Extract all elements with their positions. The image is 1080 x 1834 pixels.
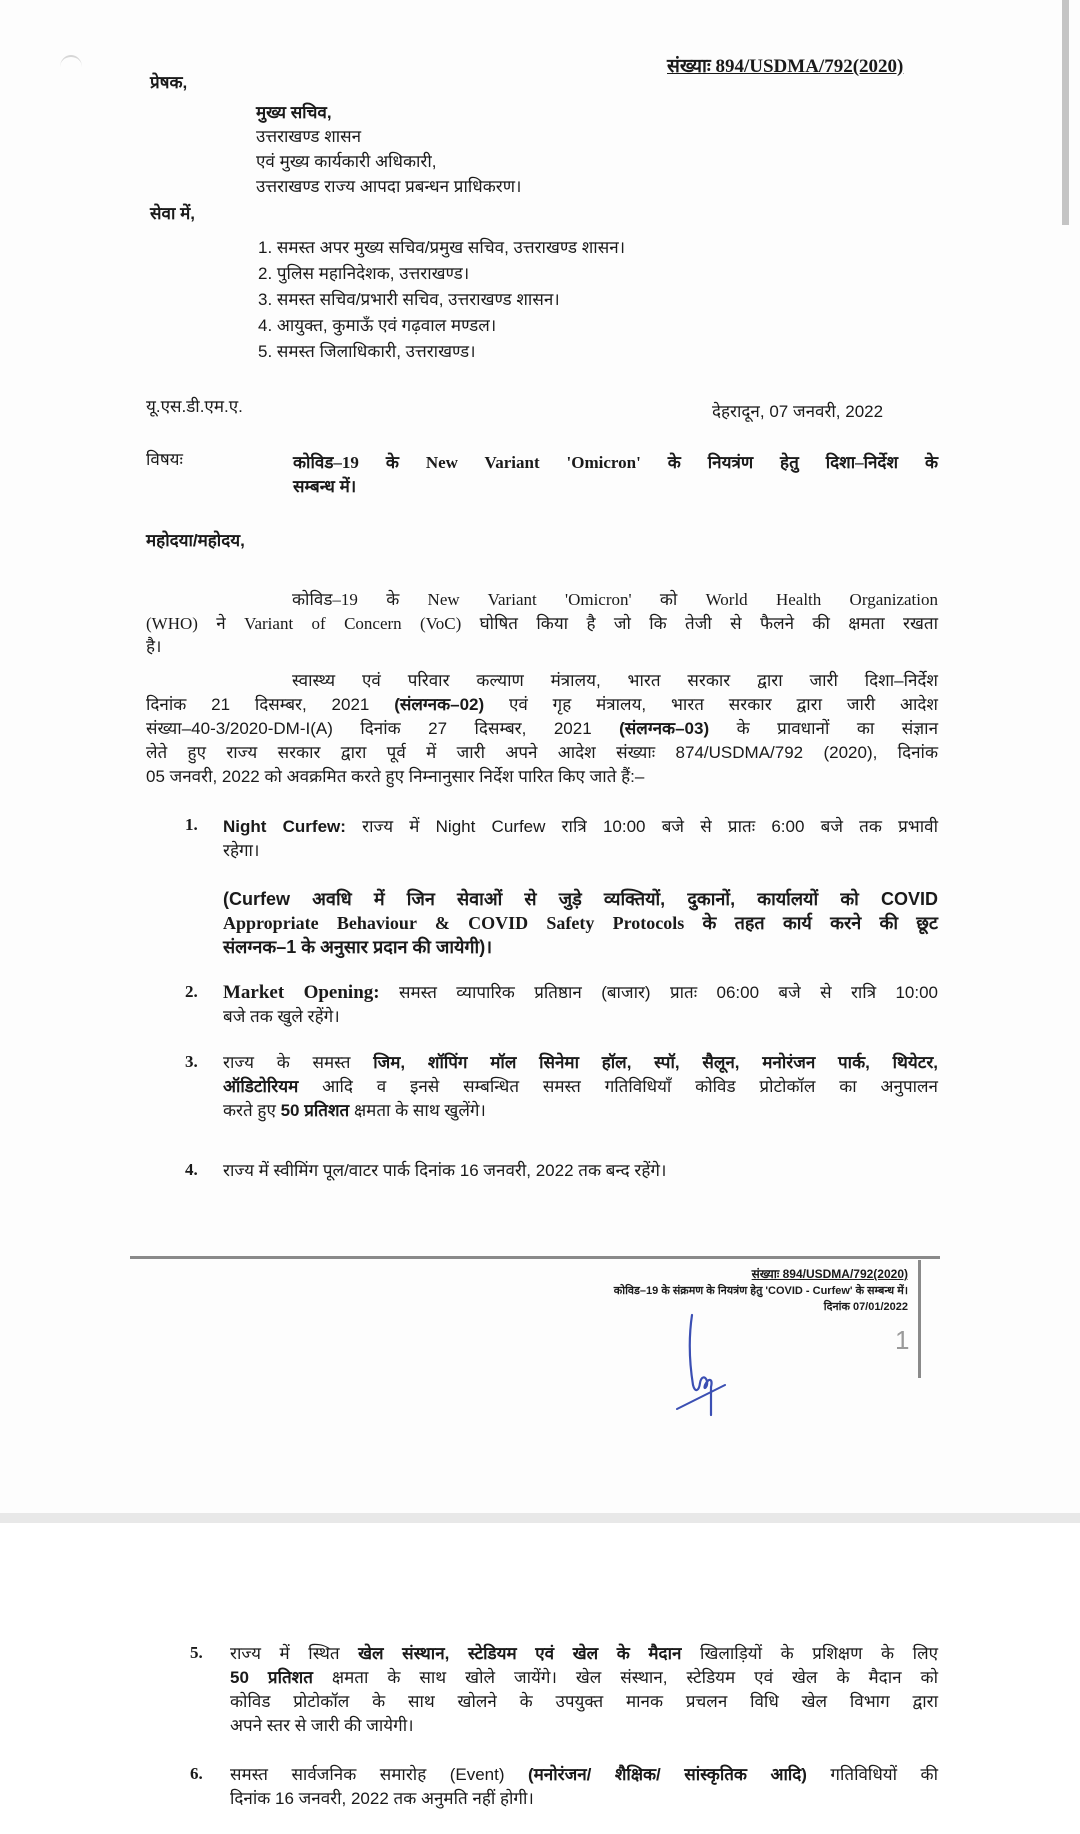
item-note-text: (Curfew अवधि में जिन सेवाओं से जुड़े व्यक्तियों, दुकानों, कार्यालयों को COVID: [223, 889, 938, 909]
item-note-line: [223, 912, 938, 934]
item-bold-text: ऑडिटोरियम: [223, 1077, 299, 1096]
item-text: गतिविधियों की: [830, 1765, 938, 1784]
item-line: [223, 1100, 486, 1122]
recipient-item: 1. समस्त अपर मुख्य सचिव/प्रमुख सचिव, उत्तराखण्ड शासन।: [258, 238, 626, 257]
item-line: [230, 1691, 938, 1713]
document-number: संख्याः 894/USDMA/792(2020): [667, 56, 904, 77]
item-number: 6.: [190, 1764, 203, 1783]
annexure-ref: (संलग्नक–02): [394, 695, 485, 714]
item-text: राज्य के समस्त: [223, 1053, 351, 1072]
para2-text: संख्या–40-3/2020-DM-I(A) दिनांक 27 दिसम्बर, 2021: [146, 719, 592, 738]
page-number: 1: [895, 1325, 910, 1355]
item-text: राज्य में स्थित: [230, 1644, 340, 1663]
recipient-label: सेवा में,: [150, 204, 195, 223]
item-line: दिनांक 16 जनवरी, 2022 तक अनुमति नहीं होगी।: [230, 1789, 534, 1808]
item-text: क्षमता के साथ खुलेंगे।: [353, 1101, 486, 1120]
item-bold-text: (मनोरंजन/ शैक्षिक/ सांस्कृतिक आदि): [527, 1765, 807, 1784]
item-note-text: Appropriate Behaviour & COVID Safety Protocols के तहत कार्य करने की छूट: [223, 913, 938, 933]
hole-punch-mark: [60, 55, 82, 79]
item-line: राज्य में स्वीमिंग पूल/वाटर पार्क दिनांक 16 जनवरी, 2022 तक बन्द रहेंगे।: [223, 1161, 667, 1180]
item-number: 3.: [185, 1052, 198, 1071]
sender-line: उत्तराखण्ड शासन: [256, 127, 362, 146]
place-date: देहरादून, 07 जनवरी, 2022: [712, 402, 884, 421]
footer-subject: कोविड–19 के संक्रमण के नियत्रंण हेतु 'COVID - Curfew' के सम्बन्ध में।: [613, 1285, 908, 1297]
item-label: Market Opening:: [223, 982, 380, 1003]
item-text: कोविड प्रोटोकॉल के साथ खोलने के उपयुक्त मानक प्रचलन विधि खेल विभाग द्वारा: [230, 1692, 938, 1711]
subject-line: [293, 452, 938, 474]
para2-text: लेते हुए राज्य सरकार द्वारा पूर्व में जारी अपने आदेश संख्याः 874/USDMA/792 (2020), दिनांक: [146, 743, 938, 762]
item-line: [223, 982, 938, 1004]
item-label: Night Curfew:: [223, 817, 346, 836]
annexure-ref: (संलग्नक–03): [619, 719, 710, 738]
signature-image: [665, 1305, 745, 1420]
recipient-item: 2. पुलिस महानिदेशक, उत्तराखण्ड।: [258, 264, 470, 283]
sender-line: मुख्य सचिव,: [256, 103, 332, 122]
sender-line: एवं मुख्य कार्यकारी अधिकारी,: [256, 152, 437, 171]
item-bold-text: 50 प्रतिशत: [280, 1101, 350, 1120]
item-text: समस्त सार्वजनिक समारोह (Event): [230, 1765, 505, 1784]
paragraph-line: 05 जनवरी, 2022 को अवक्रमित करते हुए निम्नानुसार निर्देश पारित किए जाते हैं:–: [146, 767, 645, 786]
item-number: 2.: [185, 982, 198, 1001]
item-line: अपने स्तर से जारी की जायेगी।: [230, 1716, 414, 1735]
recipient-item: 5. समस्त जिलाधिकारी, उत्तराखण्ड।: [258, 342, 476, 361]
para1-text: (WHO) ने Variant of Concern (VoC) घोषित किया है जो कि तेजी से फैलने की क्षमता रखता: [146, 614, 938, 633]
item-text: आदि व इनसे सम्बन्धित समस्त गतिविधियाँ कोविड प्रोटोकॉल का अनुपालन: [322, 1077, 938, 1096]
item-line: [223, 1052, 938, 1074]
item-text: करते हुए: [223, 1101, 276, 1120]
para2-text: एवं गृह मंत्रालय, भारत सरकार द्वारा जारी आदेश: [509, 695, 938, 714]
paragraph-line: [292, 670, 938, 692]
item-text: खिलाड़ियों के प्रशिक्षण के लिए: [700, 1644, 938, 1663]
item-bold-text: जिम, शॉपिंग मॉल सिनेमा हॉल, स्पॉ, सैलून, मनोरंजन पार्क, थियेटर,: [373, 1053, 938, 1072]
item-line: [230, 1667, 938, 1689]
subject-text: कोविड–19 के New Variant 'Omicron' के नियत्रंण हेतु दिशा–निर्देश के: [293, 453, 938, 472]
footer-doc-number: [752, 1267, 908, 1282]
sender-line: उत्तराखण्ड राज्य आपदा प्रबन्धन प्राधिकरण।: [256, 177, 522, 196]
item-number: 4.: [185, 1160, 198, 1179]
para2-text: के प्रावधानों का संज्ञान: [736, 719, 938, 738]
recipient-item: 3. समस्त सचिव/प्रभारी सचिव, उत्तराखण्ड शासन।: [258, 290, 560, 309]
paragraph-line: [146, 718, 938, 740]
sender-label: प्रेषक,: [150, 73, 188, 92]
footer-rule: [130, 1256, 940, 1259]
item-number: 5.: [190, 1643, 203, 1662]
para2-text: दिनांक 21 दिसम्बर, 2021: [146, 695, 370, 714]
item-line: [230, 1764, 938, 1786]
item-line: बजे तक खुले रहेंगे।: [223, 1007, 340, 1026]
footer-doc-number-text: संख्याः 894/USDMA/792(2020): [751, 1267, 908, 1281]
item-text: क्षमता के साथ खोले जायेंगे। खेल संस्थान, स्टेडियम एवं खेल के मैदान को: [331, 1668, 938, 1687]
item-note-line: [223, 888, 938, 910]
salutation: महोदया/महोदय,: [146, 531, 245, 550]
paragraph-line: [146, 694, 938, 716]
item-line: [230, 1643, 938, 1665]
paragraph-line: [146, 742, 938, 764]
subject-line: सम्बन्ध में।: [293, 477, 357, 496]
para2-text: स्वास्थ्य एवं परिवार कल्याण मंत्रालय, भारत सरकार द्वारा जारी दिशा–निर्देश: [292, 671, 938, 690]
paragraph-line: [292, 589, 938, 611]
para1-text: कोविड–19 के New Variant 'Omicron' को World Health Organization: [292, 590, 938, 609]
item-line: रहेगा।: [223, 841, 260, 860]
paragraph-line: है।: [146, 637, 162, 656]
item-line: [223, 1076, 938, 1098]
item-line: [223, 816, 938, 838]
page-separator: [0, 1513, 1080, 1523]
footer-side-rule: [918, 1260, 921, 1378]
paragraph-line: [146, 613, 938, 635]
subject-label: विषयः: [146, 450, 183, 469]
item-text: राज्य में Night Curfew रात्रि 10:00 बजे से प्रातः 6:00 बजे तक प्रभावी: [362, 817, 938, 836]
item-bold-text: खेल संस्थान, स्टेडियम एवं खेल के मैदान: [358, 1644, 682, 1663]
recipient-item: 4. आयुक्त, कुमाऊँ एवं गढ़वाल मण्डल।: [258, 316, 497, 335]
item-text: समस्त व्यापारिक प्रतिष्ठान (बाजार) प्रातः 06:00 बजे से रात्रि 10:00: [398, 983, 938, 1002]
footer-date: दिनांक 07/01/2022: [823, 1301, 908, 1313]
scrollbar-thumb[interactable]: [1062, 0, 1069, 225]
department-code: यू.एस.डी.एम.ए.: [146, 397, 243, 416]
item-bold-text: 50 प्रतिशत: [230, 1668, 313, 1687]
item-note-line: संलग्नक–1 के अनुसार प्रदान की जायेगी)।: [223, 937, 493, 957]
item-number: 1.: [185, 815, 198, 834]
